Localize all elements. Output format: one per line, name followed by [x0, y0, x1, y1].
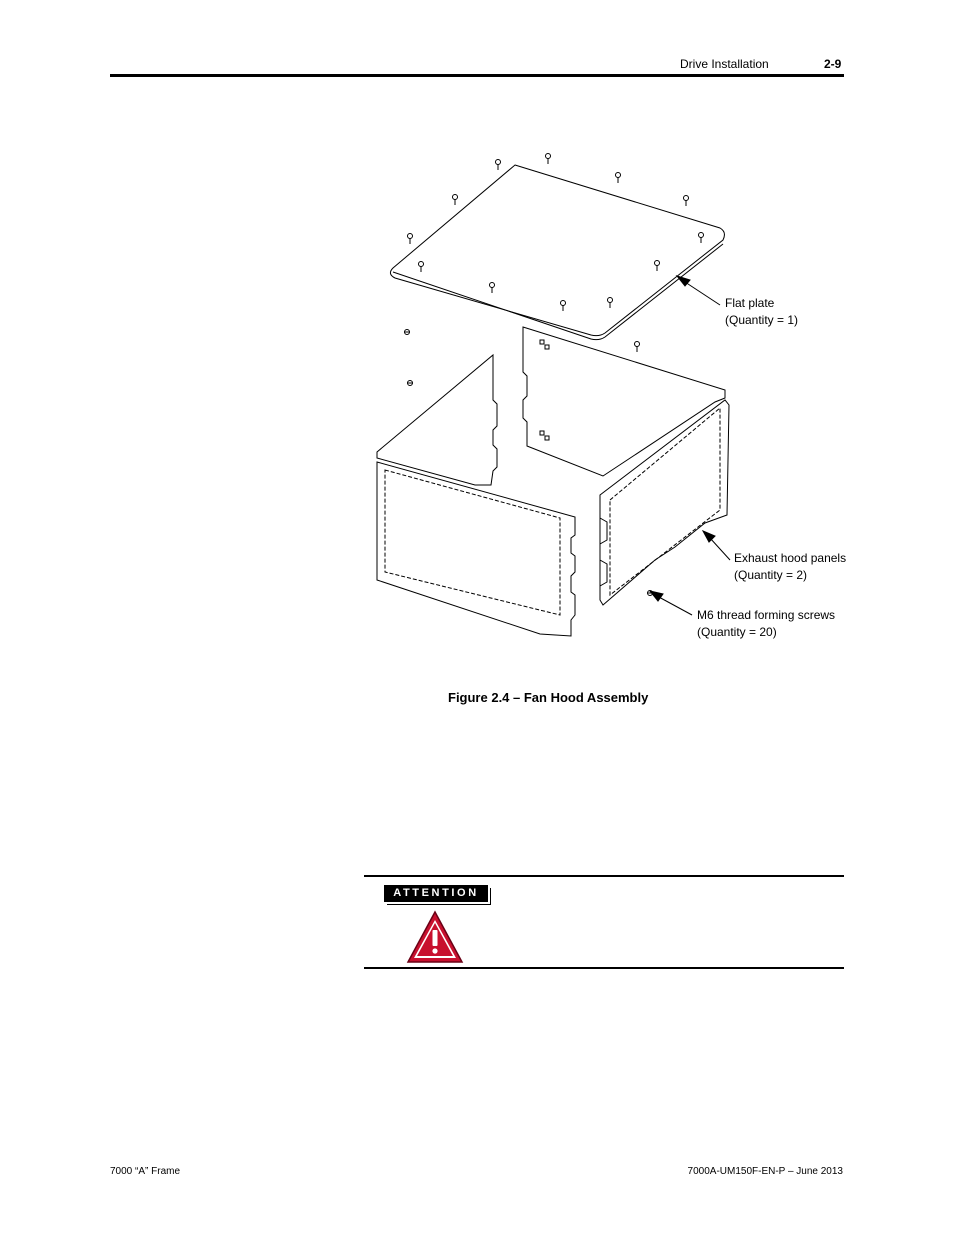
- flat-plate-drawing: [390, 165, 724, 340]
- figure-caption: Figure 2.4 – Fan Hood Assembly: [448, 690, 649, 705]
- attention-rule-bottom: [364, 967, 844, 969]
- callout-m6-screws-qty: (Quantity = 20): [697, 625, 777, 639]
- footer-product: 7000 “A” Frame: [110, 1166, 181, 1177]
- callout-exhaust-hood-panels-qty: (Quantity = 2): [734, 568, 808, 582]
- attention-label: ATTENTION: [384, 885, 488, 902]
- callout-exhaust-hood-panels-name: Exhaust hood panels: [734, 551, 847, 565]
- rear-exhaust-panel: [523, 327, 725, 476]
- header-rule: [110, 74, 844, 77]
- callout-flat-plate-name: Flat plate: [725, 296, 775, 310]
- callout-flat-plate-qty: (Quantity = 1): [725, 313, 799, 327]
- callout-arrows: [650, 276, 730, 615]
- attention-rule-top: [364, 875, 844, 877]
- callout-m6-screws: [697, 607, 835, 641]
- callout-flat-plate: [725, 295, 798, 329]
- plate-screws: [404, 154, 704, 596]
- warning-triangle-icon: [406, 910, 464, 964]
- right-exhaust-panel: [600, 400, 729, 605]
- left-exhaust-panel: [377, 355, 575, 636]
- callout-m6-screws-name: M6 thread forming screws: [697, 608, 836, 622]
- footer-publication: 7000A-UM150F-EN-P – June 2013: [687, 1166, 843, 1177]
- page-number: 2-9: [824, 57, 842, 71]
- callout-exhaust-hood-panels: [734, 550, 846, 584]
- running-header-section: Drive Installation: [680, 57, 769, 71]
